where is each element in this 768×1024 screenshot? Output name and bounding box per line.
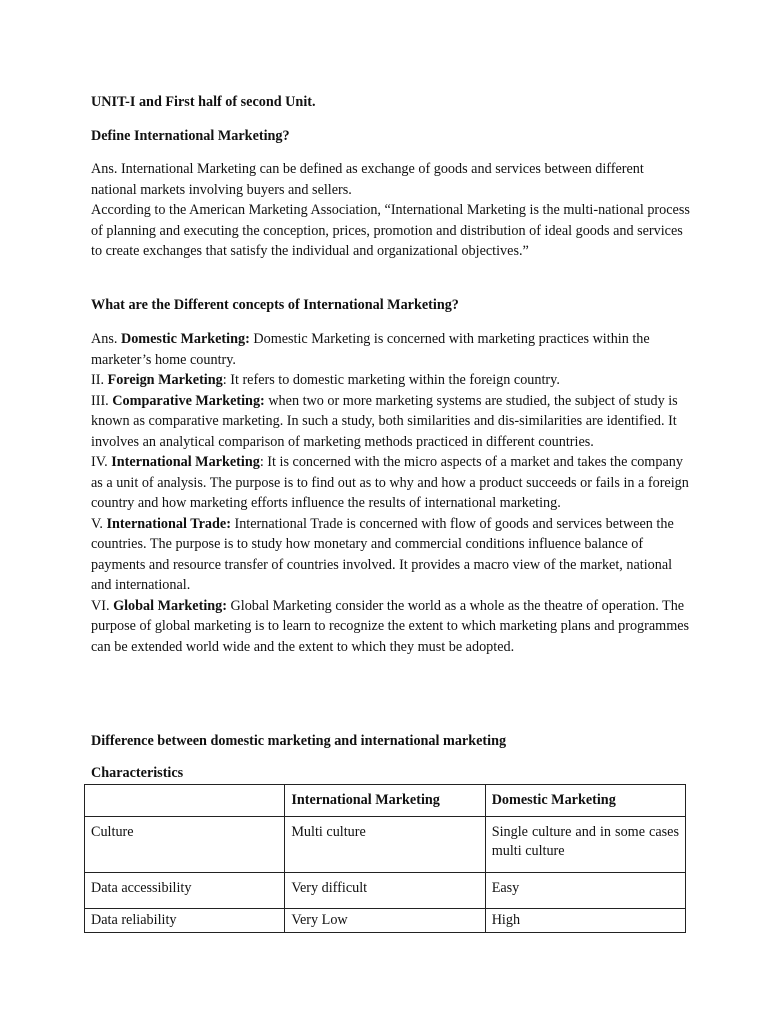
table-cell: Data reliability	[85, 909, 285, 933]
table-cell: Easy	[485, 873, 685, 909]
table-row	[85, 909, 686, 933]
table-cell: Culture	[85, 817, 285, 873]
answer-definition-ama-quote: According to the American Marketing Association, “International Marketing is the multi-national process of planning and executing the conception, prices, promotion and distribution of ideal goods and services to create exchanges that satisfy the individual and organizational objectives.”	[91, 202, 690, 259]
concept-text: International Trade is concerned with flow of goods and services between the countries. The purpose is to study how monetary and commercial conditions influence balance of payments and resource transfer of countries involved. It provides a macro view of the market, national and international.	[91, 515, 674, 593]
table-cell: Multi culture	[285, 817, 485, 873]
concept-term: International Trade:	[106, 515, 231, 532]
concept-item-comparative	[91, 391, 691, 453]
answer-definition	[91, 159, 691, 262]
concepts-list	[91, 329, 691, 657]
concept-prefix: II.	[91, 372, 108, 388]
answer-definition-line1: Ans. International Marketing can be defined as exchange of goods and services between different national markets involving buyers and sellers.	[91, 161, 644, 198]
concept-prefix: VI.	[91, 597, 114, 614]
table-cell: Very Low	[285, 909, 485, 933]
concept-item-domestic	[91, 329, 691, 370]
table-cell: High	[485, 909, 685, 933]
concept-text: when two or more marketing systems are studied, the subject of study is known as comparative marketing. In such a study, both similarities and dis-similarities are identified. It involves an analytical comparison of marketing methods practiced in different countries.	[91, 392, 678, 450]
table-row	[85, 873, 686, 909]
table-cell: Very difficult	[285, 873, 485, 909]
table-header-row	[85, 785, 686, 817]
concept-text: Global Marketing consider the world as a whole as the theatre of operation. The purpose of global marketing is to learn to recognize the extent to which marketing plans and programmes can be extended world wide and the extent to which they must be adopted.	[91, 597, 690, 655]
concept-term: Comparative Marketing:	[112, 392, 265, 409]
concept-item-international	[91, 452, 691, 514]
concept-item-trade	[91, 514, 691, 596]
table-header-cell: International Marketing	[285, 785, 485, 817]
table-cell: Data accessibility	[85, 873, 285, 909]
concept-text: : It refers to domestic marketing within the foreign country.	[222, 372, 560, 388]
concept-prefix: III.	[91, 392, 113, 409]
comparison-table	[84, 784, 686, 933]
concept-item-foreign	[91, 370, 691, 391]
concept-term: Global Marketing:	[113, 597, 227, 614]
table-header-cell	[85, 785, 285, 817]
concept-term: Domestic Marketing:	[120, 331, 250, 347]
unit-heading: UNIT-I and First half of second Unit.	[91, 94, 316, 110]
concept-term: Foreign Marketing	[107, 372, 223, 388]
concept-item-global	[91, 596, 691, 658]
question-concepts: What are the Different concepts of International Marketing?	[91, 297, 459, 313]
table-row	[85, 817, 686, 873]
table-cell: Single culture and in some cases multi culture	[485, 817, 685, 873]
question-define-international-marketing: Define International Marketing?	[91, 128, 290, 144]
table-header-cell: Domestic Marketing	[485, 785, 685, 817]
concept-text: : It is concerned with the micro aspects of a market and takes the company as a unit of analysis. The purpose is to find out as to why and how a product succeeds or fails in a foreign country and how marketing efforts influence the results of international marketing.	[91, 454, 689, 511]
question-difference: Difference between domestic marketing and international marketing	[91, 733, 507, 749]
concept-prefix: V.	[91, 515, 107, 532]
concept-term: International Marketing	[111, 454, 260, 470]
concept-text: Domestic Marketing is concerned with marketing practices within the marketer’s home country.	[91, 331, 650, 368]
table-title: Characteristics	[91, 765, 184, 781]
concept-prefix: IV.	[91, 454, 112, 470]
concept-prefix: Ans.	[91, 331, 121, 347]
